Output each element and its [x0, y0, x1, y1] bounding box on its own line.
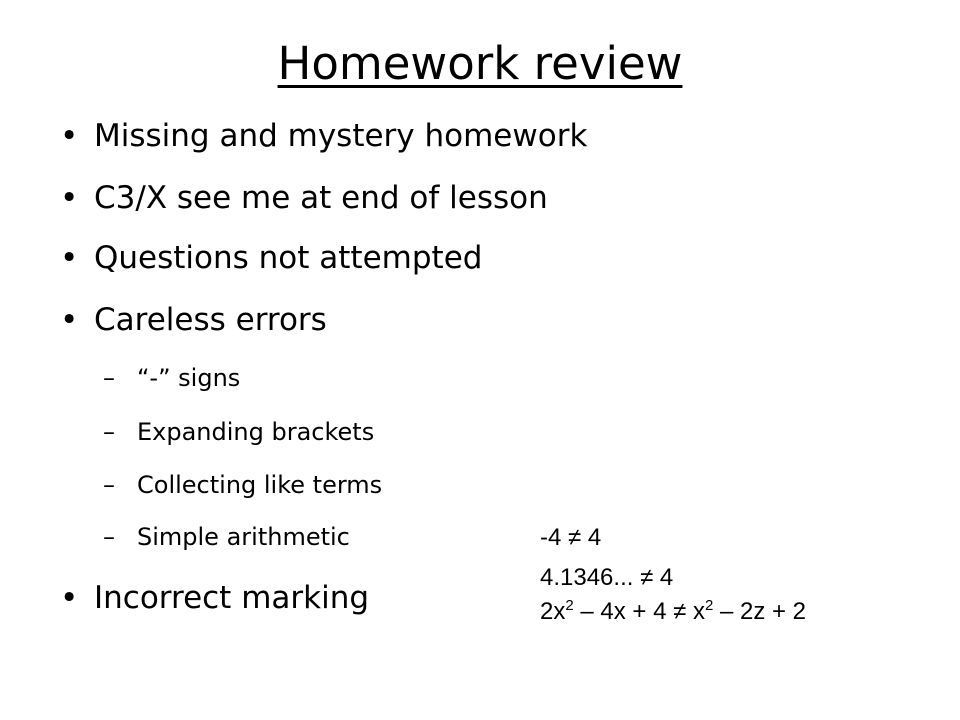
bullet-text: Incorrect marking: [94, 580, 370, 616]
math-text: – 4x + 4 ≠ x: [573, 598, 705, 625]
dash-icon: –: [103, 471, 115, 499]
dash-icon: –: [103, 523, 115, 551]
sub-bullet-item-signs: [103, 362, 240, 394]
bullet-item-careless-errors: [60, 300, 327, 340]
math-exponent: 2: [565, 597, 574, 614]
sub-bullet-text: Expanding brackets: [137, 418, 375, 446]
bullet-item-missing-homework: [60, 116, 587, 156]
bullet-text: Questions not attempted: [94, 240, 483, 276]
math-example-rounding: 4.1346... ≠ 4: [540, 564, 674, 591]
math-text: – 2z + 2: [713, 598, 807, 625]
sub-bullet-text: “-” signs: [137, 364, 241, 392]
bullet-text: Careless errors: [94, 302, 327, 338]
bullet-icon: •: [60, 180, 79, 216]
math-text: 2x: [540, 598, 566, 625]
sub-bullet-item-expanding: [103, 416, 374, 448]
sub-bullet-text: Simple arithmetic: [137, 523, 350, 551]
bullet-icon: •: [60, 240, 79, 276]
math-example-algebra: [540, 598, 806, 626]
slide-title: Homework review: [277, 37, 683, 90]
bullet-item-see-me: [60, 178, 548, 218]
dash-icon: –: [103, 418, 115, 446]
sub-bullet-text: Collecting like terms: [137, 471, 383, 499]
bullet-text: Missing and mystery homework: [94, 118, 588, 154]
bullet-item-incorrect-marking: [60, 578, 369, 618]
dash-icon: –: [103, 364, 115, 392]
bullet-text: C3/X see me at end of lesson: [94, 180, 548, 216]
bullet-icon: •: [60, 118, 79, 154]
sub-bullet-item-collecting: [103, 469, 382, 501]
math-exponent: 2: [704, 597, 714, 614]
bullet-item-not-attempted: [60, 238, 482, 278]
math-example-negative: -4 ≠ 4: [540, 524, 602, 551]
sub-bullet-item-arithmetic: [103, 521, 350, 553]
bullet-icon: •: [60, 580, 79, 616]
bullet-icon: •: [60, 302, 79, 338]
